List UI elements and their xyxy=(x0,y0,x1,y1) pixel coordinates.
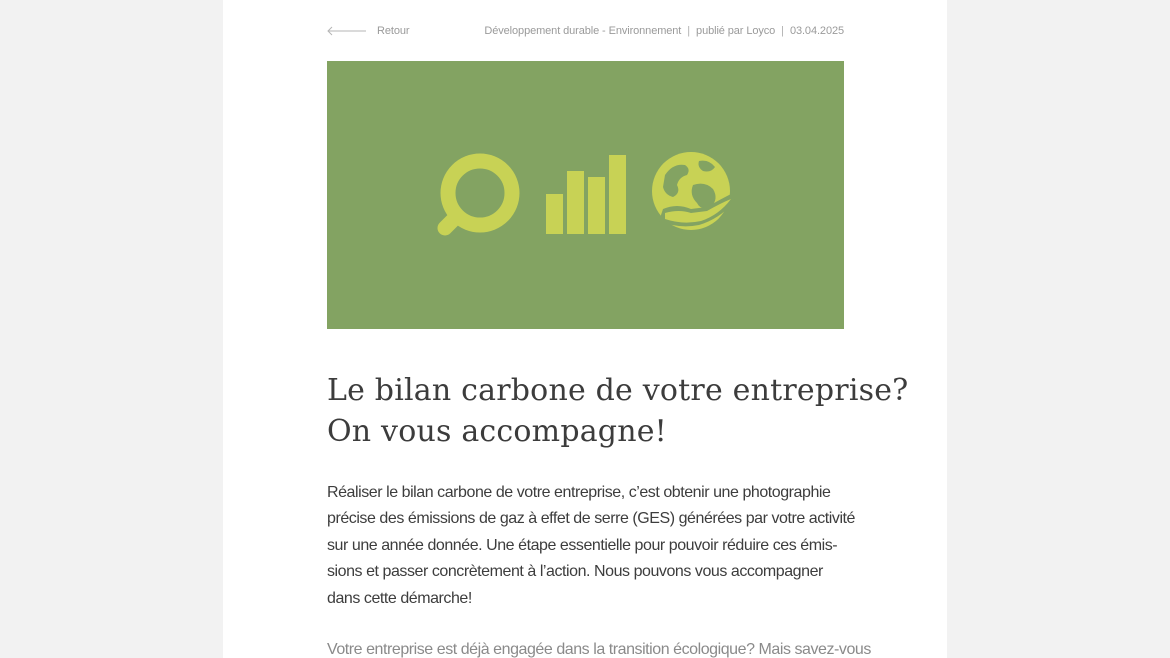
author-text: publié par Loyco xyxy=(696,25,776,37)
lead-line: précise des émissions de gaz à effet de serre (GES) générées par votre activité xyxy=(327,510,855,528)
lead-line: Réaliser le bilan carbone de votre entreprise, c’est obtenir une photographie xyxy=(327,484,831,501)
article-title-line: On vous accompagne! xyxy=(327,414,667,449)
back-link[interactable] xyxy=(327,22,409,40)
article-meta xyxy=(484,22,844,40)
article-lead xyxy=(327,480,855,612)
publish-date: 03.04.2025 xyxy=(789,25,844,37)
meta-separator: | xyxy=(687,25,691,37)
article-title xyxy=(327,370,909,452)
lead-line: dans cette démarche! xyxy=(327,589,472,607)
hero-image xyxy=(327,61,844,329)
lead-line: sur une année donnée. Une étape essentielle pour pouvoir réduire ces émis- xyxy=(327,536,838,554)
arrow-left-icon xyxy=(327,26,367,36)
hero-illustration xyxy=(327,61,844,329)
magnifier-icon xyxy=(445,161,512,228)
article-title-line: Le bilan carbone de votre entreprise? xyxy=(327,373,909,408)
globe-in-hand-icon xyxy=(652,152,735,230)
meta-separator: | xyxy=(781,25,784,37)
category-link[interactable]: Développement durable - Environnement xyxy=(484,25,682,37)
back-link-label: Retour xyxy=(377,25,410,37)
lead-line: sions et passer concrètement à l’action. Nous pouvons vous accompagner xyxy=(327,563,823,581)
article-topbar xyxy=(327,22,844,40)
article-body-paragraph: Votre entreprise est déjà engagée dans la transition écologique? Mais savez-vous xyxy=(327,641,871,658)
bar-chart-icon xyxy=(546,155,626,234)
article-page xyxy=(223,0,947,658)
